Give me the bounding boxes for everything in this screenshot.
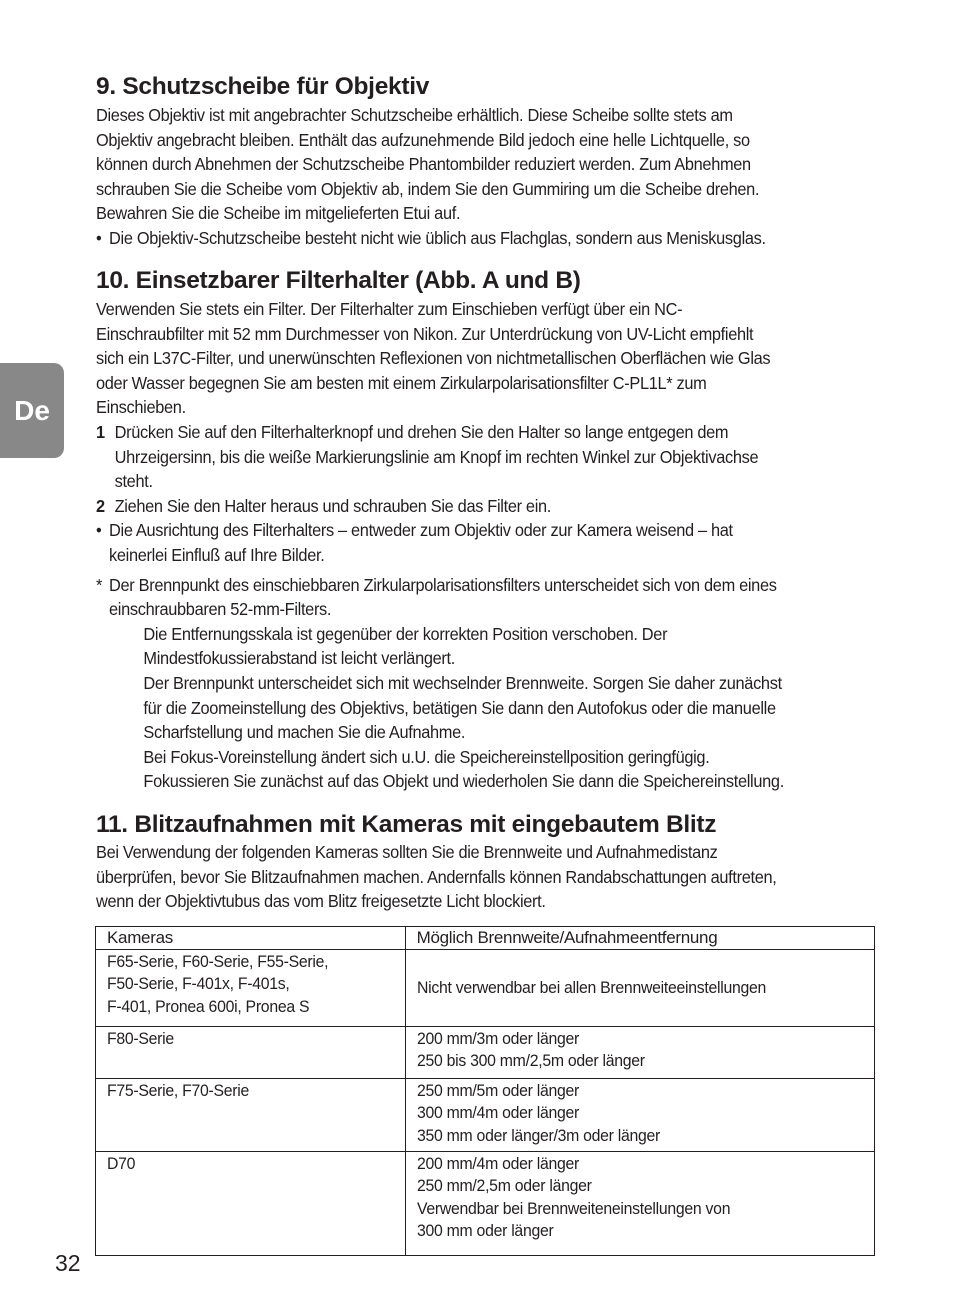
bullet-item <box>96 226 868 251</box>
cell-line: 250 bis 300 mm/2,5m oder länger <box>416 1051 645 1071</box>
cell-line: Verwendbar bei Brennweiteneinstellungen von <box>416 1198 730 1218</box>
table-header-row <box>96 927 875 950</box>
cell-line: 300 mm oder länger <box>416 1220 554 1240</box>
bullet-mark: • <box>96 227 102 248</box>
section-heading: 10. Einsetzbarer Filterhalter (Abb. A und B) <box>96 267 581 294</box>
cell-line: 250 mm/2,5m oder länger <box>416 1176 592 1196</box>
text-line: Drücken Sie auf den Filterhalterknopf und drehen Sie den Halter so lange entgegen dem <box>114 421 729 442</box>
cell-line: F80-Serie <box>107 1029 174 1048</box>
footnote <box>96 573 868 622</box>
cell-line: F-401, Pronea 600i, Pronea S <box>107 996 310 1016</box>
text-line: Objektiv angebracht bleiben. Enthält das aufzunehmende Bild jedoch eine helle Lichtquelle, so <box>96 129 750 150</box>
footnote-details <box>96 622 868 794</box>
language-tab: De <box>0 363 64 458</box>
cell-line: 350 mm oder länger/3m oder länger <box>416 1125 660 1145</box>
text-line: überprüfen, bevor Sie Blitzaufnahmen machen. Andernfalls können Randabschattungen auftreten, <box>96 866 777 887</box>
section-heading: 9. Schutzscheibe für Objektiv <box>96 73 430 100</box>
text-line: Die Ausrichtung des Filterhalters – entweder zum Objektiv oder zur Kamera weisend – hat <box>109 520 733 541</box>
text-line: sich ein L37C-Filter, und unerwünschten Reflexionen von nichtmetallischen Oberflächen wie Glas <box>96 348 771 369</box>
cell-line: 200 mm/4m oder länger <box>416 1154 579 1173</box>
text-line: Bewahren Sie die Scheibe im mitgelieferten Etui auf. <box>96 203 461 224</box>
step-number: 2 <box>96 495 105 516</box>
step-1 <box>96 420 868 494</box>
text-line: Fokussieren Sie zunächst auf das Objekt und wiederholen Sie dann die Speichereinstellung. <box>143 771 784 792</box>
text-line: Der Brennpunkt des einschiebbaren Zirkularpolarisationsfilters unterscheidet sich von dem eines <box>109 574 777 595</box>
text-line: Bei Fokus-Voreinstellung ändert sich u.U. die Speichereinstellposition geringfügig. <box>143 746 710 767</box>
footnote-mark: * <box>96 574 103 595</box>
bullet-text: Die Objektiv-Schutzscheibe besteht nicht wie üblich aus Flachglas, sondern aus Meniskusglas. <box>109 227 766 248</box>
text-line: Die Entfernungsskala ist gegenüber der korrekten Position verschoben. Der <box>143 623 668 644</box>
text-line: für die Zoomeinstellung des Objektivs, betätigen Sie dann den Autofokus oder die manuelle <box>143 697 776 718</box>
column-header-distance: Möglich Brennweite/Aufnahmeentfernung <box>405 927 874 950</box>
cell-line: F65-Serie, F60-Serie, F55-Serie, <box>107 952 329 971</box>
column-header-cameras: Kameras <box>96 927 406 950</box>
table-row <box>96 1027 875 1079</box>
cell-line: D70 <box>107 1154 136 1173</box>
text-line: oder Wasser begegnen Sie am besten mit einem Zirkularpolarisationsfilter C-PL1L* zum <box>96 372 707 393</box>
cell-line: 300 mm/4m oder länger <box>416 1103 579 1123</box>
text-line: Uhrzeigersinn, bis die weiße Markierungslinie am Knopf im rechten Winkel zur Objektivachse <box>114 446 759 467</box>
text-line: Mindestfokussierabstand ist leicht verlängert. <box>143 648 455 669</box>
bullet-item <box>96 518 868 567</box>
value-cell <box>405 1027 874 1079</box>
cell-line: 250 mm/5m oder länger <box>416 1081 579 1100</box>
text-line: Ziehen Sie den Halter heraus und schrauben Sie das Filter ein. <box>114 495 552 516</box>
value-cell <box>405 1152 874 1256</box>
text-line: können durch Abnehmen der Schutzscheibe Phantombilder reduziert werden. Zum Abnehmen <box>96 154 751 175</box>
camera-cell <box>96 1152 406 1256</box>
flash-compatibility-table <box>95 926 875 1256</box>
bullet-mark: • <box>96 520 102 541</box>
cell-line: F50-Serie, F-401x, F-401s, <box>107 974 290 994</box>
text-line: Scharfstellung und machen Sie die Aufnahme. <box>143 722 466 743</box>
camera-cell <box>96 950 406 1027</box>
text-line: Verwenden Sie stets ein Filter. Der Filterhalter zum Einschieben verfügt über ein NC- <box>96 299 683 319</box>
section-11 <box>96 810 868 914</box>
text-line: wenn der Objektivtubus das vom Blitz freigesetzte Licht blockiert. <box>96 891 546 912</box>
camera-cell <box>96 1079 406 1152</box>
text-line: Einschraubfilter mit 52 mm Durchmesser von Nikon. Zur Unterdrückung von UV-Licht empfiehlt <box>96 323 754 344</box>
text-line: keinerlei Einfluß auf Ihre Bilder. <box>109 544 325 565</box>
camera-cell <box>96 1027 406 1079</box>
text-line: Dieses Objektiv ist mit angebrachter Schutzscheibe erhältlich. Diese Scheibe sollte stets am <box>96 105 733 125</box>
value-cell <box>405 1079 874 1152</box>
cell-line: Nicht verwendbar bei allen Brennweiteeinstellungen <box>416 977 766 997</box>
table-row <box>96 1079 875 1152</box>
step-2 <box>96 494 868 519</box>
text-line: Der Brennpunkt unterscheidet sich mit wechselnder Brennweite. Sorgen Sie daher zunächst <box>143 672 782 693</box>
section-body <box>96 297 868 794</box>
section-9 <box>96 72 868 251</box>
section-heading: 11. Blitzaufnahmen mit Kameras mit eingebautem Blitz <box>96 811 717 838</box>
table-row <box>96 950 875 1027</box>
section-body <box>96 103 868 251</box>
cell-line: F75-Serie, F70-Serie <box>107 1081 250 1100</box>
page-number: 32 <box>55 1250 81 1276</box>
section-body <box>96 840 868 914</box>
value-cell <box>405 950 874 1027</box>
table-row <box>96 1152 875 1256</box>
text-line: Einschieben. <box>96 397 186 418</box>
cell-line: 200 mm/3m oder länger <box>416 1029 579 1048</box>
text-line: einschraubbaren 52-mm-Filters. <box>109 599 332 620</box>
step-number: 1 <box>96 421 105 442</box>
text-line: Bei Verwendung der folgenden Kameras sollten Sie die Brennweite und Aufnahmedistanz <box>96 842 718 862</box>
text-line: schrauben Sie die Scheibe vom Objektiv ab, indem Sie den Gummiring um die Scheibe drehen. <box>96 178 760 199</box>
section-10 <box>96 266 868 794</box>
text-line: steht. <box>114 471 153 492</box>
